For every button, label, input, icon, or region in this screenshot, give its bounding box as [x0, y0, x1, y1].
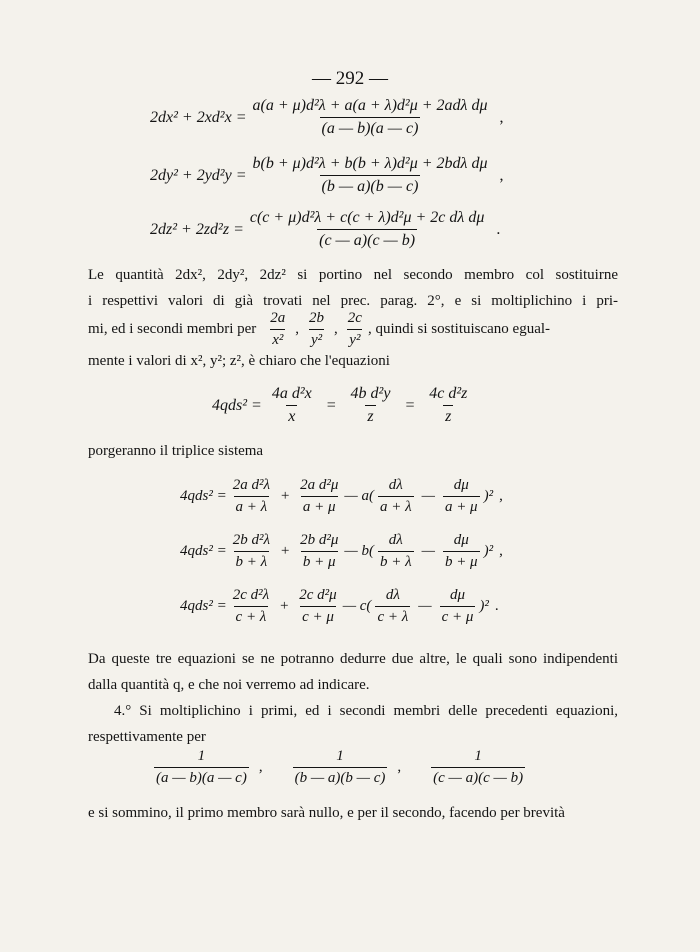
punctuation: ,: [499, 543, 503, 559]
fraction-numerator: 4b d²y: [350, 385, 391, 402]
fraction-numerator: 2a: [270, 310, 286, 326]
inline-fraction: [307, 310, 326, 349]
equation-fraction: [231, 532, 272, 571]
system-equation: 4qds² = $\frac{\text{2b d²λ}}{b + \lambda}$ + $\frac{\text{2b d²μ}}{b + \mu}$ — b( $\frac{d\lambda}{b + \lambda}$ — $\frac{d\mu}{b + \mu}$ )² ,: [180, 532, 503, 570]
fraction-numerator: a(a + μ)d²λ + a(a + λ)d²μ + 2adλ dμ: [252, 97, 488, 114]
text-span: , quindi si sostituiscano egual-: [367, 321, 551, 337]
equation-fraction: [231, 587, 271, 626]
system-equation: 4qds² = $\frac{\text{2a d²λ}}{a + \lambda}$ + $\frac{\text{2a d²μ}}{a + \mu}$ — a( $\frac{d\lambda}{a + \lambda}$ — $\frac{d\mu}{a + \mu}$ )² ,: [180, 477, 503, 515]
equation-fraction: [375, 587, 410, 626]
punctuation: ,: [499, 166, 504, 184]
equation-fraction: [298, 532, 340, 571]
equation-fraction: [443, 532, 480, 571]
equation-lhs: 4qds² =: [180, 488, 227, 504]
paragraph: i respettivi valori di già trovati nel prec. parag. 2°, e si moltiplichino i pri-: [88, 293, 618, 309]
fraction-denominator: x: [286, 405, 297, 426]
fraction-denominator: c + μ: [440, 606, 476, 626]
paragraph: Da queste tre equazioni se ne potranno dedurre due altre, le quali sono indipendenti dalla quantità q, e che noi verremo ad indicare.: [88, 651, 618, 693]
multiplier-fraction: [431, 748, 525, 787]
paragraph-line-with-fractions: mi, ed i secondi membri per $\frac{2a}{\text{x²}}$ , $\frac{2b}{\text{y²}}$ , $\frac{2c}{\text{y²}}$ , quindi si sostituiscano egual-: [88, 310, 551, 348]
coefficient: — b(: [344, 543, 374, 559]
fraction-numerator: dλ: [385, 587, 400, 603]
fraction-numerator: b(b + μ)d²λ + b(b + λ)d²μ + 2bdλ dμ: [252, 155, 488, 172]
fraction-numerator: 4c d²z: [429, 385, 468, 402]
fraction-denominator: z: [443, 405, 453, 426]
fraction-numerator: dμ: [449, 587, 465, 603]
equation-lhs: 4qds² =: [180, 543, 227, 559]
fraction-denominator: y²: [347, 329, 362, 349]
punctuation: .: [496, 220, 501, 238]
fraction-numerator: 2c: [347, 310, 362, 326]
multipliers-row: [150, 748, 529, 787]
fraction-denominator: a + μ: [443, 496, 480, 516]
inline-fraction: [268, 310, 287, 349]
equation-lhs: 4qds² =: [212, 396, 262, 414]
fraction-denominator: b + λ: [234, 551, 270, 571]
system-equation: 4qds² = $\frac{\text{2c d²λ}}{c + \lambda}$ + $\frac{\text{2c d²μ}}{c + \mu}$ — c( $\frac{d\lambda}{c + \lambda}$ — $\frac{d\mu}{c + \mu}$ )² .: [180, 587, 499, 625]
paragraph: 4.° Si moltiplichino i primi, ed i secondi membri delle precedenti equazioni, respettivamente per: [88, 703, 618, 745]
multiplier-fraction: [293, 748, 388, 787]
equation-fraction: [443, 477, 480, 516]
equation-lhs: 4qds² =: [180, 598, 227, 614]
fraction-denominator: a + λ: [234, 496, 270, 516]
equation-fraction: [378, 477, 414, 516]
fraction-denominator: z: [365, 405, 375, 426]
fraction-denominator: (c — a)(c — b): [431, 767, 525, 787]
equation-fraction: [248, 209, 486, 250]
closing-paren: )²: [483, 488, 494, 504]
paragraph: e si sommino, il primo membro sarà nullo, e per il secondo, facendo per brevità: [88, 805, 565, 821]
equation-row: [150, 155, 503, 196]
fraction-denominator: b + μ: [443, 551, 480, 571]
fraction-denominator: a + μ: [301, 496, 338, 516]
fraction-numerator: 2a d²μ: [300, 477, 339, 493]
fraction-numerator: 2b d²λ: [232, 532, 270, 548]
fraction-numerator: 4a d²x: [271, 385, 312, 402]
punctuation: .: [494, 598, 499, 614]
fraction-denominator: a + λ: [378, 496, 414, 516]
fraction-denominator: (b — a)(b — c): [320, 175, 421, 196]
fraction-denominator: (a — b)(a — c): [154, 767, 249, 787]
text-span: mi, ed i secondi membri per: [88, 321, 257, 337]
fraction-numerator: 1: [336, 748, 344, 764]
coefficient: — c(: [342, 598, 372, 614]
punctuation: ,: [499, 488, 503, 504]
fraction-denominator: c + λ: [234, 606, 269, 626]
fraction-numerator: 1: [197, 748, 206, 764]
fraction-denominator: c + μ: [300, 606, 336, 626]
fraction-numerator: 2c d²λ: [232, 587, 270, 603]
equation-fraction: [349, 385, 393, 426]
equation-lhs: 2dx² + 2xd²x =: [150, 108, 247, 126]
punctuation: ,: [397, 759, 402, 775]
paragraph: mente i valori di x², y²; z², è chiaro che l'equazioni: [88, 353, 390, 369]
fraction-denominator: c + λ: [375, 606, 410, 626]
punctuation: ,: [258, 759, 263, 775]
page-number: — 292 —: [312, 68, 388, 89]
equation-row: [150, 209, 500, 250]
equation-fraction: [251, 155, 490, 196]
fraction-numerator: dλ: [388, 532, 403, 548]
equation-fraction: [270, 385, 314, 426]
equation-fraction: [378, 532, 414, 571]
equation-fraction: [231, 477, 272, 516]
central-equation: 4qds² = $\frac{\text{4a d²x}}{x}$ = $\frac{\text{4b d²y}}{z}$ = $\frac{\text{4c d²z}}{z}$: [212, 385, 468, 425]
equation-row: [150, 97, 503, 138]
closing-paren: )²: [479, 598, 489, 614]
coefficient: — a(: [344, 488, 374, 504]
fraction-denominator: y²: [309, 329, 324, 349]
equation-lhs: 2dz² + 2zd²z =: [150, 220, 244, 238]
fraction-numerator: dμ: [453, 532, 469, 548]
paragraph: Le quantità 2dx², 2dy², 2dz² si portino nel secondo membro col sostituirne: [88, 267, 618, 283]
equation-fraction: [427, 385, 469, 426]
equation-fraction: [298, 477, 340, 516]
fraction-numerator: 2b d²μ: [300, 532, 339, 548]
multiplier-fraction: [154, 748, 249, 787]
fraction-numerator: 2b: [309, 310, 325, 326]
fraction-numerator: dμ: [453, 477, 469, 493]
punctuation: ,: [499, 108, 504, 126]
fraction-numerator: 2c d²μ: [299, 587, 337, 603]
fraction-denominator: (c — a)(c — b): [317, 229, 417, 250]
equation-fraction: [251, 97, 490, 138]
fraction-denominator: b + μ: [301, 551, 338, 571]
fraction-denominator: (b — a)(b — c): [293, 767, 388, 787]
fraction-denominator: (a — b)(a — c): [320, 117, 421, 138]
fraction-denominator: x²: [270, 329, 285, 349]
closing-paren: )²: [483, 543, 494, 559]
fraction-numerator: c(c + μ)d²λ + c(c + λ)d²μ + 2c dλ dμ: [249, 209, 485, 226]
fraction-numerator: dλ: [388, 477, 403, 493]
fraction-numerator: 1: [474, 748, 482, 764]
equation-fraction: [297, 587, 338, 626]
equation-fraction: [440, 587, 476, 626]
inline-fraction: [346, 310, 364, 349]
equation-lhs: 2dy² + 2yd²y =: [150, 166, 247, 184]
paragraph: porgeranno il triplice sistema: [88, 443, 264, 459]
fraction-denominator: b + λ: [378, 551, 414, 571]
fraction-numerator: 2a d²λ: [232, 477, 270, 493]
